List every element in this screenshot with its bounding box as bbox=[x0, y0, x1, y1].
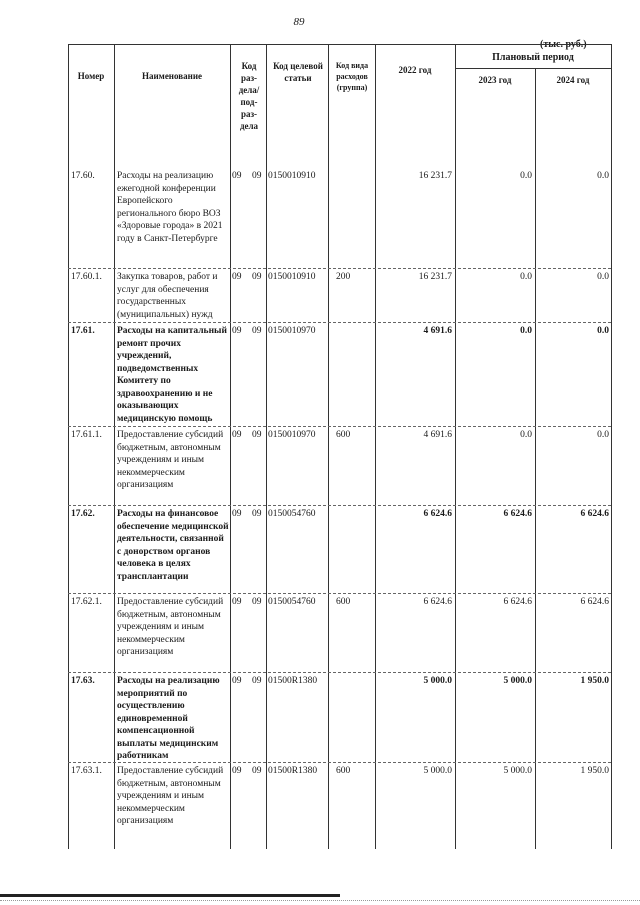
column-divider bbox=[230, 44, 231, 849]
row-name: Предоставление субсидий бюджетным, автономным учреждениям и иным некоммерческим организациям bbox=[117, 766, 224, 826]
row-value-2024: 0.0 bbox=[597, 430, 609, 440]
header-planned-period: Плановый период bbox=[492, 52, 574, 63]
bottom-rule bbox=[0, 894, 340, 897]
row-value-2022: 16 231.7 bbox=[418, 171, 452, 181]
row-value-2024: 6 624.6 bbox=[580, 597, 609, 607]
header-year-2024: 2024 год bbox=[556, 75, 590, 85]
row-expense-type: 600 bbox=[336, 430, 351, 440]
page-number: 89 bbox=[293, 16, 305, 28]
row-value-2023: 0.0 bbox=[520, 272, 532, 282]
row-value-2023: 5 000.0 bbox=[503, 766, 532, 776]
row-value-2023: 5 000.0 bbox=[503, 676, 532, 686]
row-value-2022: 16 231.7 bbox=[418, 272, 452, 282]
row-number: 17.61. bbox=[71, 326, 95, 336]
row-value-2022: 5 000.0 bbox=[423, 676, 452, 686]
row-divider bbox=[68, 268, 611, 269]
row-target-code: 0150010970 bbox=[268, 326, 316, 336]
row-value-2023: 0.0 bbox=[520, 171, 532, 181]
header-year-2022: 2022 год bbox=[398, 65, 432, 75]
row-target-code: 01500R1380 bbox=[268, 676, 318, 686]
row-value-2023: 6 624.6 bbox=[503, 597, 532, 607]
bottom-rule-dotted bbox=[0, 900, 640, 901]
column-divider bbox=[375, 44, 376, 849]
row-section: 09 bbox=[232, 272, 242, 282]
row-divider bbox=[68, 593, 611, 594]
row-value-2023: 0.0 bbox=[520, 430, 532, 440]
row-divider bbox=[68, 505, 611, 506]
row-target-code: 0150010910 bbox=[268, 171, 316, 181]
column-divider bbox=[328, 44, 329, 849]
row-subsection: 09 bbox=[252, 509, 262, 519]
row-number: 17.63.1. bbox=[71, 766, 102, 776]
row-subsection: 09 bbox=[252, 597, 262, 607]
row-subsection: 09 bbox=[252, 326, 262, 336]
row-name: Расходы на реализацию мероприятий по осуществлению единовременной компенсационной выплаты медицинским работникам bbox=[117, 676, 220, 761]
row-divider bbox=[68, 672, 611, 673]
header-target-code: Код целевой статьи bbox=[273, 61, 323, 83]
row-expense-type: 600 bbox=[336, 766, 351, 776]
header-number: Номер bbox=[77, 71, 105, 81]
row-number: 17.61.1. bbox=[71, 430, 102, 440]
row-divider bbox=[68, 426, 611, 427]
row-value-2022: 6 624.6 bbox=[423, 509, 452, 519]
row-name: Предоставление субсидий бюджетным, автономным учреждениям и иным некоммерческим организациям bbox=[117, 430, 224, 490]
row-value-2024: 1 950.0 bbox=[580, 766, 609, 776]
column-divider bbox=[535, 68, 536, 849]
column-divider bbox=[114, 44, 115, 849]
row-target-code: 0150010970 bbox=[268, 430, 316, 440]
row-expense-type: 600 bbox=[336, 597, 351, 607]
unit-label: (тыс. руб.) bbox=[540, 39, 587, 50]
row-number: 17.62.1. bbox=[71, 597, 102, 607]
row-expense-type: 200 bbox=[336, 272, 351, 282]
row-target-code: 01500R1380 bbox=[268, 766, 318, 776]
row-section: 09 bbox=[232, 509, 242, 519]
column-divider bbox=[455, 44, 456, 849]
row-value-2022: 5 000.0 bbox=[423, 766, 452, 776]
row-name: Предоставление субсидий бюджетным, автономным учреждениям и иным некоммерческим организациям bbox=[117, 597, 224, 657]
row-value-2024: 6 624.6 bbox=[580, 509, 609, 519]
row-value-2023: 6 624.6 bbox=[503, 509, 532, 519]
row-section: 09 bbox=[232, 326, 242, 336]
row-name: Расходы на реализацию ежегодной конференции Европейского регионального бюро ВОЗ «Здоровые города» в 2021 году в Санкт-Петербурге bbox=[117, 171, 223, 244]
row-subsection: 09 bbox=[252, 272, 262, 282]
row-section: 09 bbox=[232, 171, 242, 181]
row-value-2024: 1 950.0 bbox=[580, 676, 609, 686]
row-subsection: 09 bbox=[252, 676, 262, 686]
row-section: 09 bbox=[232, 597, 242, 607]
row-target-code: 0150054760 bbox=[268, 509, 316, 519]
row-target-code: 0150054760 bbox=[268, 597, 316, 607]
row-value-2022: 4 691.6 bbox=[423, 430, 452, 440]
header-name: Наименование bbox=[142, 71, 202, 81]
row-value-2024: 0.0 bbox=[597, 272, 609, 282]
row-name: Расходы на капитальный ремонт прочих учреждений, подведомственных Комитету по здравоохранению и не оказывающих медицинскую помощь bbox=[117, 326, 227, 424]
row-section: 09 bbox=[232, 766, 242, 776]
planned-period-divider bbox=[455, 68, 611, 69]
row-section: 09 bbox=[232, 430, 242, 440]
row-value-2024: 0.0 bbox=[597, 171, 609, 181]
header-section-code: Код раз- дела/ под- раз- дела bbox=[238, 61, 260, 131]
row-value-2022: 4 691.6 bbox=[423, 326, 452, 336]
row-subsection: 09 bbox=[252, 430, 262, 440]
row-value-2022: 6 624.6 bbox=[423, 597, 452, 607]
column-divider bbox=[266, 44, 267, 849]
table-border-right bbox=[611, 44, 612, 849]
row-subsection: 09 bbox=[252, 171, 262, 181]
row-value-2024: 0.0 bbox=[597, 326, 609, 336]
row-number: 17.63. bbox=[71, 676, 95, 686]
row-number: 17.60. bbox=[71, 171, 95, 181]
row-subsection: 09 bbox=[252, 766, 262, 776]
header-expense-type: Код вида расходов (группа) bbox=[335, 61, 369, 92]
row-name: Расходы на финансовое обеспечение медицинской деятельности, связанной с донорством органов человека в целях трансплантации bbox=[117, 509, 229, 582]
header-year-2023: 2023 год bbox=[478, 75, 512, 85]
row-target-code: 0150010910 bbox=[268, 272, 316, 282]
row-name: Закупка товаров, работ и услуг для обеспечения государственных (муниципальных) нужд bbox=[117, 272, 218, 320]
row-number: 17.60.1. bbox=[71, 272, 102, 282]
row-section: 09 bbox=[232, 676, 242, 686]
row-divider bbox=[68, 322, 611, 323]
row-value-2023: 0.0 bbox=[520, 326, 532, 336]
row-number: 17.62. bbox=[71, 509, 95, 519]
table-border-left bbox=[68, 44, 69, 849]
table-top-border bbox=[68, 44, 611, 45]
